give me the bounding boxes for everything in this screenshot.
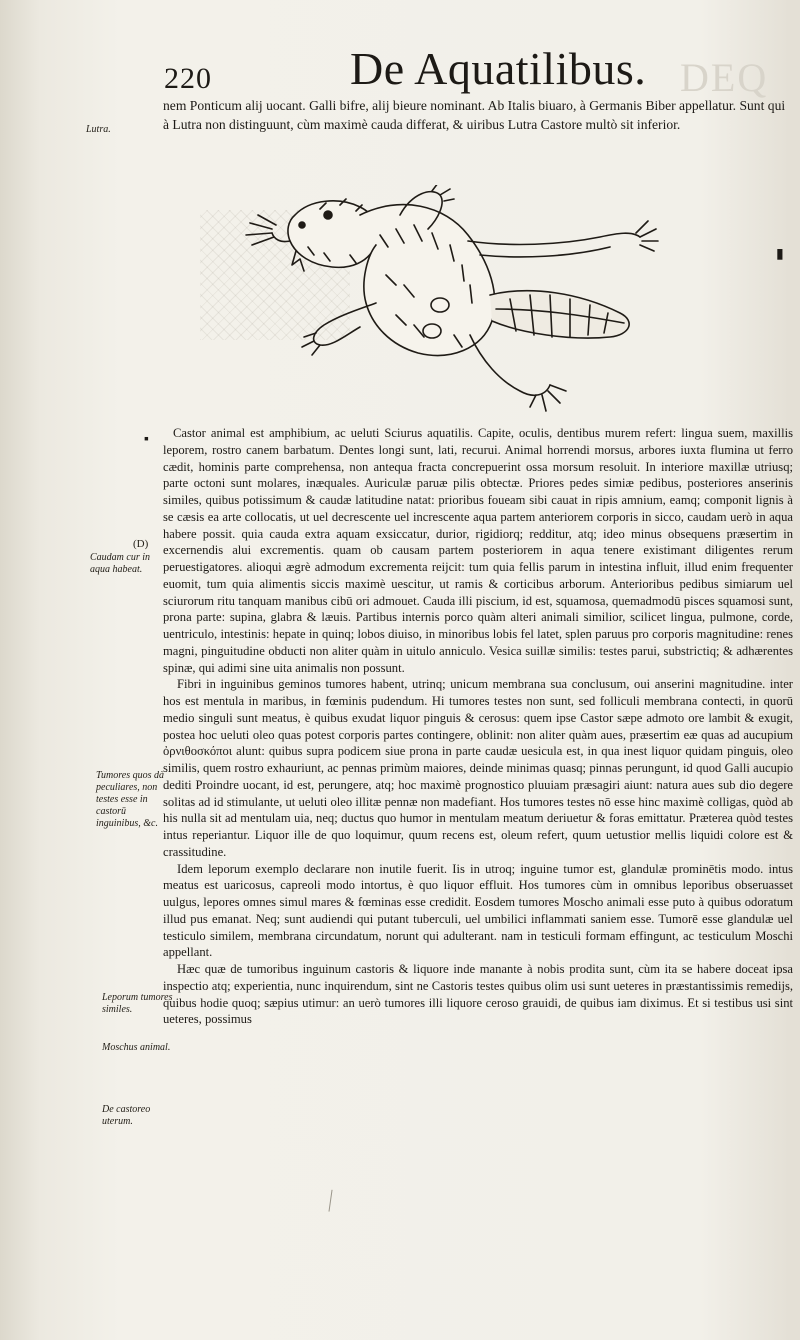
bleed-through-title: DEQ: [680, 55, 769, 100]
margin-note-castoreo: De castoreo uterum.: [102, 1104, 151, 1127]
paragraph-castor: Castor animal est amphibium, ac ueluti Sciurus aquatilis. Capite, oculis, dentibus murem refert: lingua suem, maxillis leporem, rostro canem barbatum. Dentes longi sunt, lati, recurui. Animal horrendi morsus, arbores iuxta flumina ut ferro cædit, hominis parte comprehensa, non antequa fracta concrepuerint ossa morsum resoluit. In interiore maxillæ utriusq; parte octoni sunt molares, inæquales. Auriculæ paruæ pilis obtectæ. Priores pedes simiæ pedibus, posteriores anserinis similes, quibus potissimum & caudæ latitudine natat: prioribus foueam sibi cauat in ripis amnium, eamq; componit lignis à se cæsis ea arte collocatis, ut uel decrescente uel increscente aqua partem anteriorem corporis in sicco, caudam uerò in aqua habere possit. quia cauda extra aquam exsiccatur, durior, rigidiorq; redditur, atq; ideo minus obsequens præsertim in excernendis alui excrementis. quam ob causam partem posteriorem in aqua tenere existimant diligentes rerum peruestigatores. alioqui ægrè admodum excrementa reijcit: tum quia fellis parum in intestina influit, illud enim frequenter euomit, tum quia alimentis siccis maximè uescitur, ut ramis & corticibus arborum. Anterioribus pedibus simiarum uel sciurorum ritu tanquam manibus cibū ori admouet. Cauda illi piscium, id est, squamosa, quemadmodū pisces squamosi sunt, prona parte: supina, glabra & læuis. Partibus internis porco quàm alteri animali similior, scilicet lingua, pulmone, corde, uentriculo, intestinis: hepate in quinq; lobos diuiso, in minoribus lobis fel latet, splen paruus pro corporis magnitudine: renes magni, pinguitudine obducti non aliter quàm in uitulo anniculo. Vesica suillæ similis: testes parui, substrictiq; & adhærentes spinæ, qui adimi sine uita animalis non possunt.: [163, 426, 793, 675]
beaver-woodcut: [200, 185, 670, 425]
margin-marker-d: (D): [133, 538, 149, 550]
running-title: De Aquatilibus.: [350, 43, 647, 94]
paragraph-bullet-icon: ▪: [144, 432, 149, 447]
main-text: [163, 425, 793, 1028]
paragraph-leporum: Idem leporum exemplo declarare non inutile fuerit. Iis in utroq; inguine tumor est, glandulæ prominētis modo. intus meatus est uaricosus, capreoli modo intortus, è quo liquor effluit. Hos tumores cùm in omnibus leporibus obseruasset uulgus, lepores omnes simul mares & fœminas esse credidit. Eosdem tumores Moscho animali esse puto à quibus odoratum illud pus emanat. Neq; sunt audiendi qui putant tuberculi, uel umbilici inflammati saniem esse. Tumorē esse glandulæ uel testiculo similem, membrana circundatum, norunt qui adulterant. nam in testiculi formam effingunt, ac testiculum Moschi appellant.: [163, 861, 793, 960]
margin-note-leporum: Leporum tumores similes.: [102, 992, 173, 1015]
margin-note-cauda: Caudam cur in aqua habeat.: [90, 552, 150, 575]
beaver-woodcut-icon: [200, 185, 670, 425]
intro-text: nem Ponticum alij uocant. Galli bifre, alij bieure nominant. Ab Italis biuaro, à Germanis Biber appellatur. Sunt qui à Lutra non distinguunt, cùm maximè cauda differat, & uiribus Lutra Castore multò sit inferior.: [163, 98, 786, 132]
paragraph-fibri: Fibri in inguinibus geminos tumores habent, utrinq; unicum membrana sua conclusum, oui anserini magnitudine. inter hos est mentula in maribus, in fœminis pudendum. Hi tumores testes non sunt, sed folliculi membrana contecti, in quorū medio singuli sunt meatus, è quibus exudat liquor pinguis & cerosus: quem ipse Castor sæpe admoto ore lambit & exugit, postea hoc ueluti oleo quas potest corporis partes contingere, oblinit: non aliter quàm aues, præsertim eæ quas ad aucupium ὀρνιθοσκόποι alunt: quibus supra podicem siue prona in parte caudæ uesicula est, in qua inest liquor quidam pinguis, oleo similis, quem rostro exhauriunt, ac pennas primùm maiores, deinde minimas quasq; pinnas perungunt, id quod Galli aucupio dediti Proindre uocant, id est, perungere, atq; hoc maximè prognostico pluuiam præsagiri aiunt: natura aues sub dio degere solitas ad id stimulante, ut ueluti oleo illitæ pennæ non madefiant. Hos tumores testes nō esse hinc maximè colligas, quòd ab his nulla sit ad mentulam uia, neq; ductus quo humor in mentulam meatum deriuetur & foras emittatur. Præterea quòd testes intus reperiantur. Liquor ille de quo loquimur, quum recens est, oleum refert, quum uetustior mellis liquidi colore est & crassitudine.: [163, 677, 793, 859]
page-number: 220: [164, 62, 212, 95]
margin-mark: ▮: [776, 247, 784, 262]
margin-note-lutra: Lutra.: [86, 124, 111, 135]
margin-note-tumores: Tumores quos dà peculiares, non testes esse in castorū inguinibus, &c.: [96, 770, 164, 829]
intro-paragraph: [163, 96, 793, 134]
pen-stroke: [328, 1190, 336, 1212]
page-header: [160, 40, 769, 100]
margin-note-moschus: Moschus animal.: [102, 1042, 171, 1053]
paragraph-castoreo: Hæc quæ de tumoribus inguinum castoris & liquore inde manante à nobis prodita sunt, cùm ita se habere doceat ipsa inspectio atq; experientia, nunc inquirendum, sint ne Castoris testes quibus olim usi sunt ueteres in præstantissimis remedijs, quibus hodie quoq; sæpius utimur: an uerò tumores illi liquore ceroso grauidi, de quibus iam diximus. Et si testibus usi sint ueteres, possimus: [163, 962, 793, 1027]
